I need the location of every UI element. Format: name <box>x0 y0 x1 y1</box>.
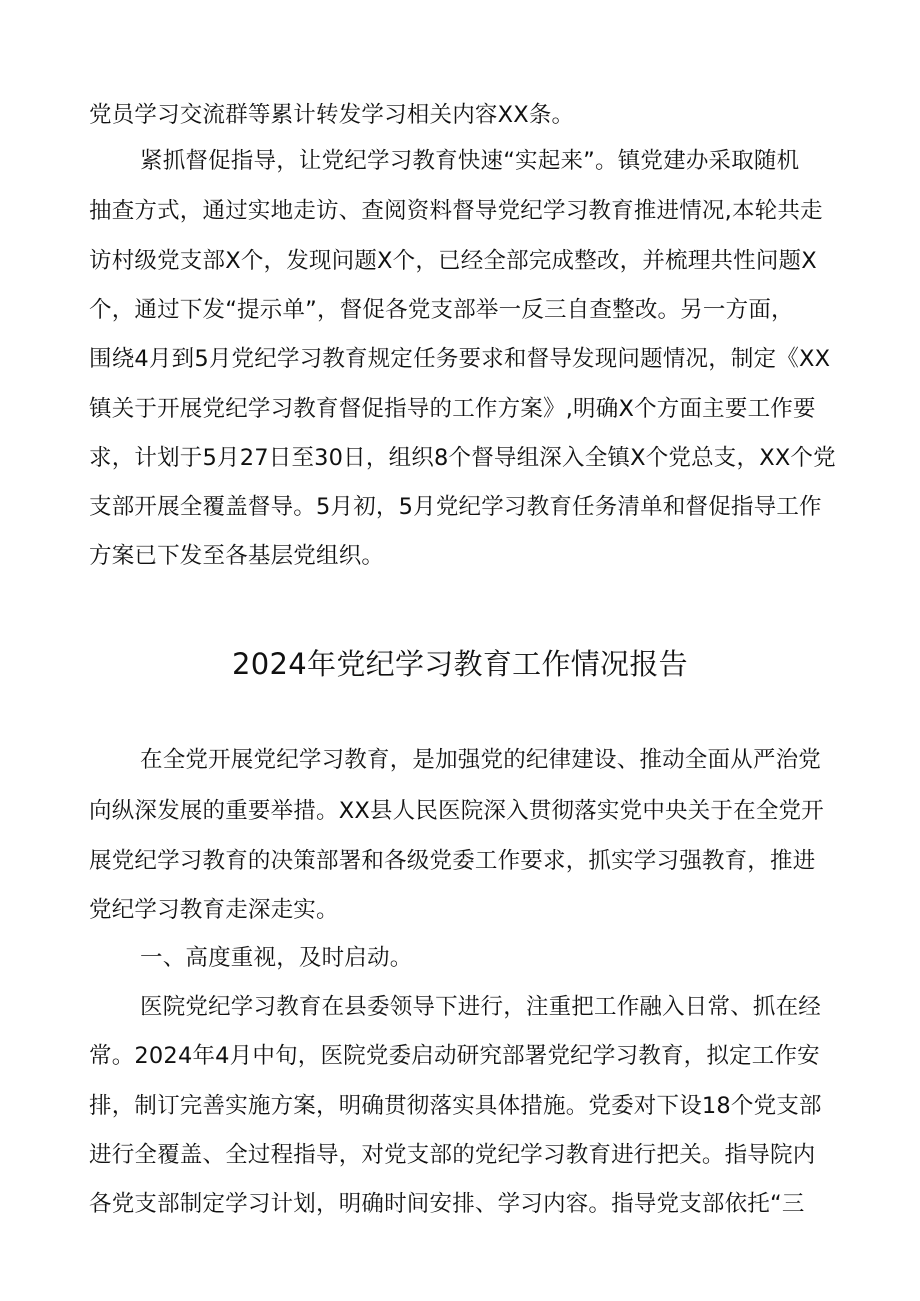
paragraph-line: 各党支部制定学习计划，明确时间安排、学习内容。指导党支部依托“三 <box>89 1191 805 1217</box>
paragraph-line: 围绕4月到5月党纪学习教育规定任务要求和督导发现问题情况，制定《XX <box>89 346 831 372</box>
paragraph-line: 抽查方式，通过实地走访、查阅资料督导党纪学习教育推进情况,本轮共走 <box>89 198 823 224</box>
paragraph-line: 展党纪学习教育的决策部署和各级党委工作要求，抓实学习强教育，推进 <box>89 848 816 874</box>
paragraph-line: 向纵深发展的重要举措。XX县人民医院深入贯彻落实党中央关于在全党开 <box>89 798 824 824</box>
paragraph-line: 个，通过下发“提示单”，督促各党支部举一反三自查整改。另一方面， <box>89 297 794 323</box>
report-title: 2024年党纪学习教育工作情况报告 <box>232 647 688 681</box>
paragraph-line: 方案已下发至各基层党组织。 <box>89 543 385 569</box>
paragraph-line: 常。2024年4月中旬，医院党委启动研究部署党纪学习教育，拟定工作安 <box>89 1043 820 1069</box>
paragraph-line: 医院党纪学习教育在县委领导下进行，注重把工作融入日常、抓在经 <box>140 994 822 1020</box>
paragraph-line: 镇关于开展党纪学习教育督促指导的工作方案》,明确X个方面主要工作要 <box>89 396 816 422</box>
paragraph-line: 党纪学习教育走深走实。 <box>89 897 339 923</box>
paragraph-line: 求，计划于5月27日至30日，组织8个督导组深入全镇X个党总支，XX个党 <box>89 445 836 471</box>
paragraph-line: 排，制订完善实施方案，明确贯彻落实具体措施。党委对下设18个党支部 <box>89 1093 822 1119</box>
paragraph-line: 进行全覆盖、全过程指导，对党支部的党纪学习教育进行把关。指导院内 <box>89 1142 816 1168</box>
section-heading: 一、高度重视，及时启动。 <box>140 945 413 971</box>
paragraph-line: 紧抓督促指导，让党纪学习教育快速“实起来”。镇党建办采取随机 <box>140 148 800 174</box>
paragraph-line: 访村级党支部X个，发现问题X个，已经全部完成整改，并梳理共性问题X <box>89 248 817 274</box>
paragraph-line: 支部开展全覆盖督导。5月初，5月党纪学习教育任务清单和督促指导工作 <box>89 494 822 520</box>
paragraph-line: 在全党开展党纪学习教育，是加强党的纪律建设、推动全面从严治党 <box>140 747 822 773</box>
paragraph-line: 党员学习交流群等累计转发学习相关内容XX条。 <box>89 102 575 128</box>
